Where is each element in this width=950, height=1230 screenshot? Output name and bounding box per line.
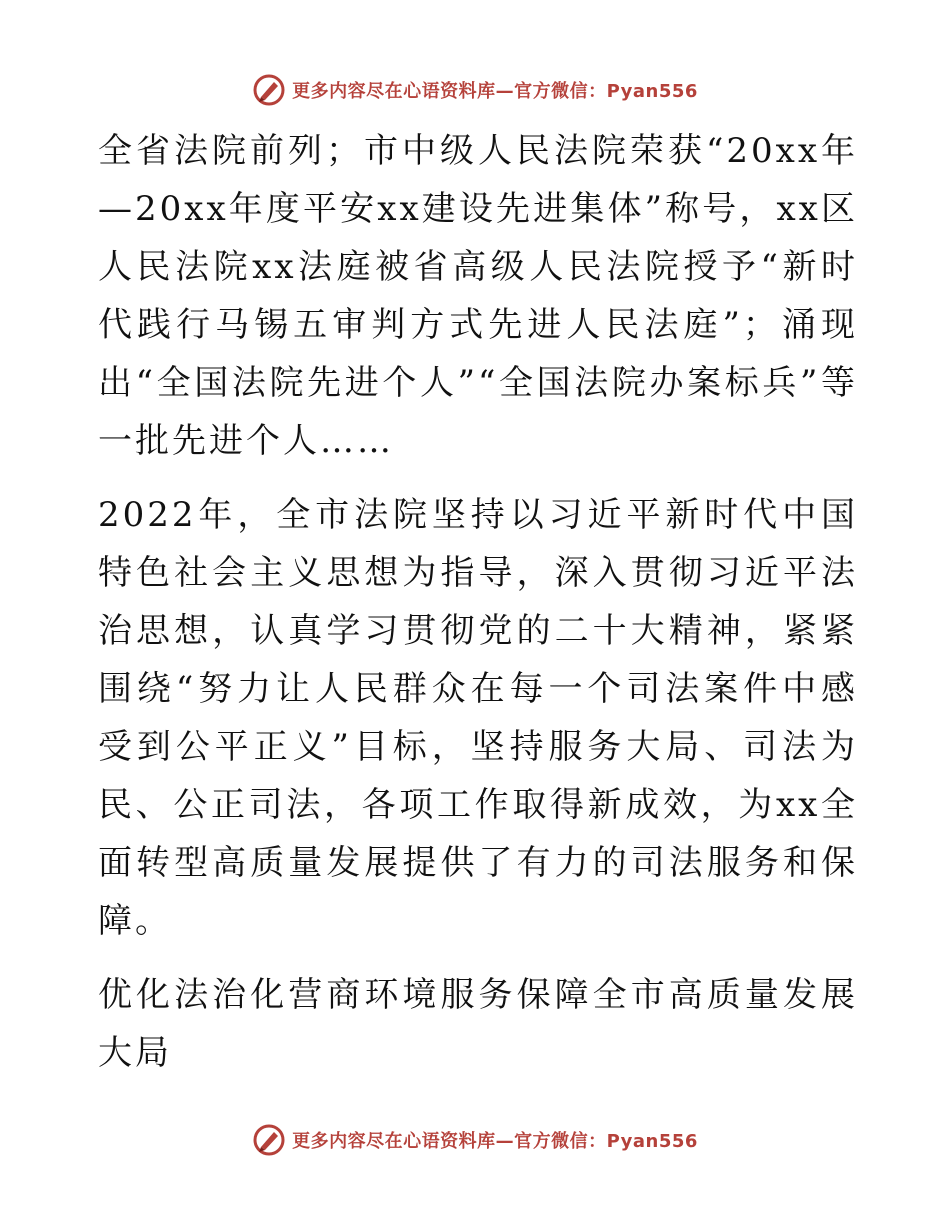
pen-logo-icon [252,73,286,107]
footer-watermark [0,1120,950,1160]
header-watermark [0,70,950,110]
paragraph-3-heading: 优化法治化营商环境服务保障全市高质量发展大局 [98,975,858,1073]
watermark-text: 更多内容尽在心语资料库—官方微信：Pyan556 [292,1131,698,1152]
watermark-text: 更多内容尽在心语资料库—官方微信：Pyan556 [292,81,698,102]
document-body [98,122,858,1082]
paragraph-2: 2022年，全市法院坚持以习近平新时代中国特色社会主义思想为指导，深入贯彻习近平法治思想，认真学习贯彻党的二十大精神，紧紧围绕“努力让人民群众在每一个司法案件中感受到公平正义”目标，坚持服务大局、司法为民、公正司法，各项工作取得新成效，为xx全面转型高质量发展提供了有力的司法服务和保障。 [98,495,858,941]
pen-logo-icon [252,1123,286,1157]
paragraph-1: 全省法院前列；市中级人民法院荣获“20xx年—20xx年度平安xx建设先进集体”称号，xx区人民法院xx法庭被省高级人民法院授予“新时代践行马锡五审判方式先进人民法庭”；涌现出“全国法院先进个人”“全国法院办案标兵”等一批先进个人…… [98,131,858,461]
